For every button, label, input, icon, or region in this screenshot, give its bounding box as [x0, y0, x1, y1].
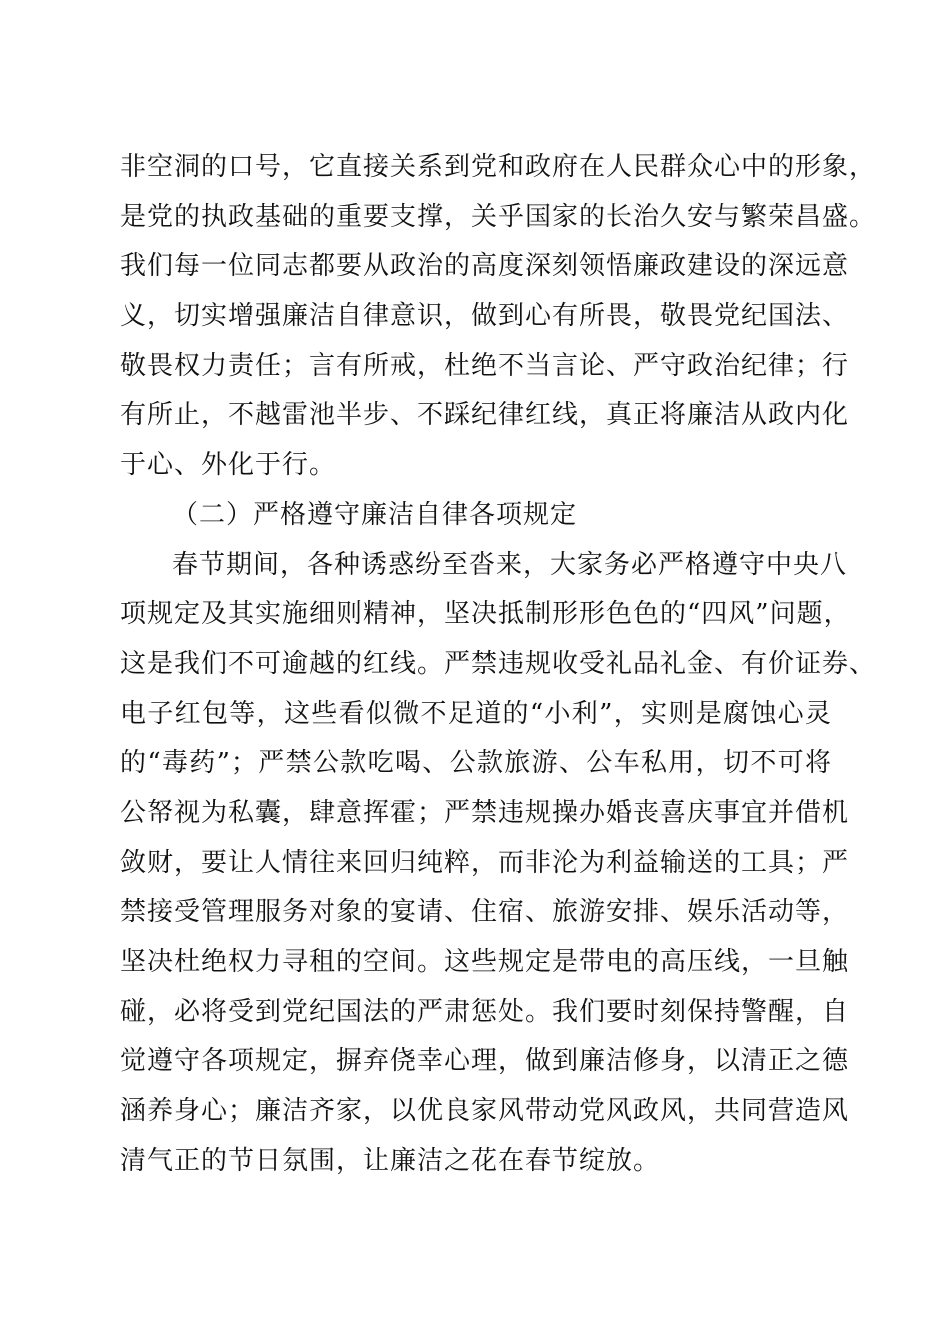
section-heading [120, 491, 832, 541]
text-line: 有所止，不越雷池半步、不踩纪律红线，真正将廉洁从政内化 [120, 400, 850, 431]
text-line: 春节期间，各种诱惑纷至沓来，大家务必严格遵守中央八 [172, 549, 848, 580]
text-line: 禁接受管理服务对象的宴请、住宿、旅游安排、娱乐活动等， [120, 897, 850, 928]
text-line: 是党的执政基础的重要支撑，关乎国家的长治久安与繁荣昌盛。 [120, 201, 877, 232]
text-line: 敛财，要让人情往来回归纯粹，而非沦为利益输送的工具；严 [120, 847, 850, 878]
text-line: 觉遵守各项规定，摒弃侥幸心理，做到廉洁修身，以清正之德 [120, 1046, 850, 1077]
document-body [120, 143, 877, 1186]
text-line: 的“毒药”；严禁公款吃喝、公款旅游、公车私用，切不可将 [120, 748, 832, 779]
section-heading-text: （二）严格遵守廉洁自律各项规定 [172, 499, 578, 530]
text-line: 涵养身心；廉洁齐家，以优良家风带动党风政风，共同营造风 [120, 1096, 850, 1127]
text-line: 项规定及其实施细则精神，坚决抵制形形色色的“四风”问题， [120, 599, 851, 630]
text-line: 清气正的节日氛围，让廉洁之花在春节绽放。 [120, 1145, 661, 1176]
text-line: 于心、外化于行。 [120, 450, 337, 481]
text-line: 非空洞的口号，它直接关系到党和政府在人民群众心中的形象， [120, 152, 877, 182]
text-line: 义，切实增强廉洁自律意识，做到心有所畏，敬畏党纪国法、 [120, 301, 850, 332]
text-line: 碰，必将受到党纪国法的严肃惩处。我们要时刻保持警醒，自 [120, 996, 850, 1027]
text-line: 这是我们不可逾越的红线。严禁违规收受礼品礼金、有价证券、 [120, 648, 877, 679]
text-line: 敬畏权力责任；言有所戒，杜绝不当言论、严守政治纪律；行 [120, 350, 850, 381]
text-line: 电子红包等，这些看似微不足道的“小利”，实则是腐蚀心灵 [120, 698, 832, 729]
text-line: 坚决杜绝权力寻租的空间。这些规定是带电的高压线，一旦触 [120, 947, 850, 977]
text-line: 公帑视为私囊，肆意挥霍；严禁违规操办婚丧喜庆事宜并借机 [120, 797, 850, 828]
paragraph-2 [120, 541, 877, 1187]
text-line: 我们每一位同志都要从政治的高度深刻领悟廉政建设的深远意 [120, 251, 850, 282]
paragraph-1 [120, 143, 877, 491]
